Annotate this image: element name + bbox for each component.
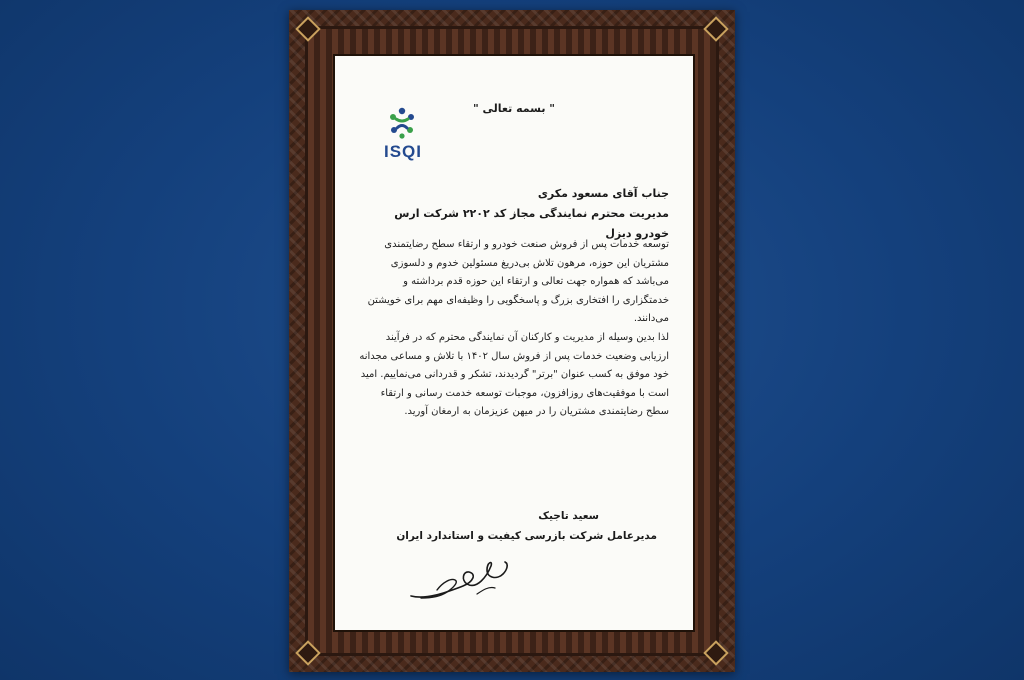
recipient-position: مدیریت محترم نمایندگی مجاز کد ۲۲۰۲ شرکت ارس خودرو دیزل xyxy=(394,207,669,240)
recipient-name: جناب آقای مسعود مکری xyxy=(537,187,669,200)
certificate-frame xyxy=(289,10,735,672)
isqi-logo xyxy=(384,106,423,162)
handwritten-signature xyxy=(407,556,519,604)
isqi-logo-icon xyxy=(384,106,420,140)
basmala-heading: " بسمه تعالی " xyxy=(472,102,556,115)
body-paragraph-1: توسعه خدمات پس از فروش صنعت خودرو و ارتقاء سطح رضایتمندی مشتریان این حوزه، مرهون تلاش بی‌دریغ مسئولین خدوم و دلسوزی می‌باشد که همواره جهت تعالی و ارتقاء این حوزه قدم برداشته و خدمتگزاری را افتخاری بزرگ و پاسخگویی را وظیفه‌ای مهم برای خویشتن می‌دانند. xyxy=(367,239,669,325)
recipient-block xyxy=(359,184,669,244)
logo-wordmark: ISQI xyxy=(384,142,423,161)
body-paragraph-2: لذا بدین وسیله از مدیریت و کارکنان آن نمایندگی محترم که در فرآیند ارزیابی وضعیت خدمات پس از فروش سال ۱۴۰۲ با تلاش و مساعی مجدانه خود موفق به کسب عنوان "برتر" گردیدند، تشکر و قدردانی می‌نماییم. امید است با موفقیت‌های روزافزون، موجبات توسعه خدمت رسانی و ارتقاء سطح رضایتمندی مشتریان را در میهن عزیزمان به ارمغان آورید. xyxy=(359,331,669,418)
certificate-paper xyxy=(333,54,695,632)
letter-body xyxy=(359,236,669,422)
signer-title: مدیرعامل شرکت بازرسی کیفیت و استاندارد ایران xyxy=(396,530,657,542)
signature-block xyxy=(359,506,657,546)
signer-name: سعید تاجیک xyxy=(538,510,599,522)
